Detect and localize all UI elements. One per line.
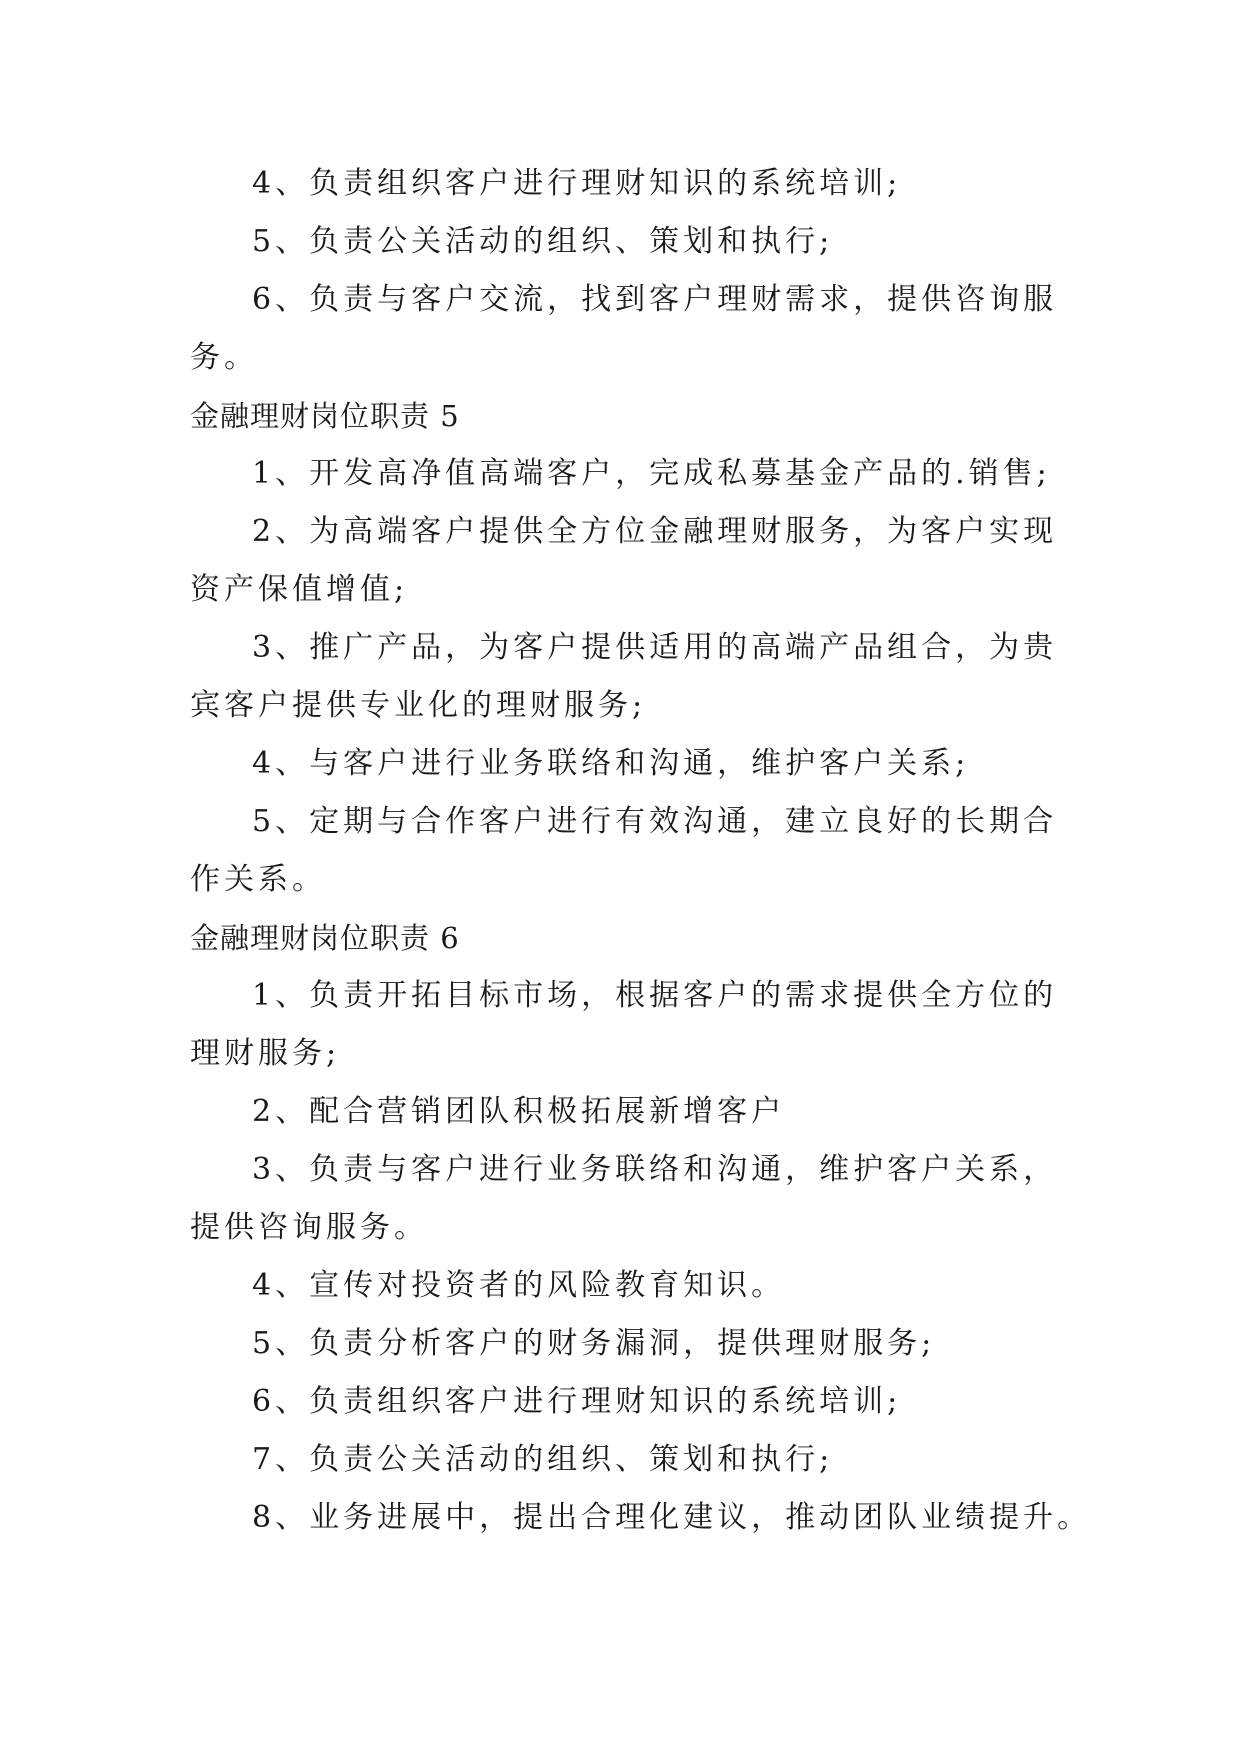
section-6-item-4: 4、宣传对投资者的风险教育知识。 xyxy=(252,1268,786,1303)
section-6-item-8: 8、业务进展中，提出合理化建议，推动团队业绩提升。 xyxy=(252,1500,1092,1535)
section-5-item-5: 5、定期与合作客户进行有效沟通，建立良好的长期合 xyxy=(252,804,1058,839)
list-item-5: 5、负责公关活动的组织、策划和执行; xyxy=(252,224,834,259)
section-heading-6: 金融理财岗位职责 6 xyxy=(190,921,460,955)
section-5-item-1: 1、开发高净值高端客户，完成私募基金产品的.销售; xyxy=(252,456,1051,491)
section-6-item-5: 5、负责分析客户的财务漏洞，提供理财服务; xyxy=(252,1326,936,1361)
section-5-item-3-continuation: 宾客户提供专业化的理财服务; xyxy=(190,688,647,723)
list-item-6: 6、负责与客户交流，找到客户理财需求，提供咨询服 xyxy=(252,282,1058,317)
section-6-item-3-continuation: 提供咨询服务。 xyxy=(190,1210,428,1245)
list-item-4: 4、负责组织客户进行理财知识的系统培训; xyxy=(252,166,902,201)
section-5-item-2-continuation: 资产保值增值; xyxy=(190,572,409,607)
section-6-item-7: 7、负责公关活动的组织、策划和执行; xyxy=(252,1442,834,1477)
section-5-item-4: 4、与客户进行业务联络和沟通，维护客户关系; xyxy=(252,746,970,781)
section-6-item-3: 3、负责与客户进行业务联络和沟通，维护客户关系， xyxy=(252,1152,1058,1187)
section-6-item-2: 2、配合营销团队积极拓展新增客户 xyxy=(252,1094,786,1129)
section-6-item-6: 6、负责组织客户进行理财知识的系统培训; xyxy=(252,1384,902,1419)
section-5-item-2: 2、为高端客户提供全方位金融理财服务，为客户实现 xyxy=(252,514,1058,549)
document-body xyxy=(190,155,1092,1547)
section-heading-5: 金融理财岗位职责 5 xyxy=(190,399,460,433)
list-item-6-continuation: 务。 xyxy=(190,340,258,375)
section-6-item-1-continuation: 理财服务; xyxy=(190,1036,341,1071)
section-5-item-5-continuation: 作关系。 xyxy=(190,862,326,897)
section-6-item-1: 1、负责开拓目标市场，根据客户的需求提供全方位的 xyxy=(252,978,1058,1013)
section-5-item-3: 3、推广产品，为客户提供适用的高端产品组合，为贵 xyxy=(252,630,1058,665)
